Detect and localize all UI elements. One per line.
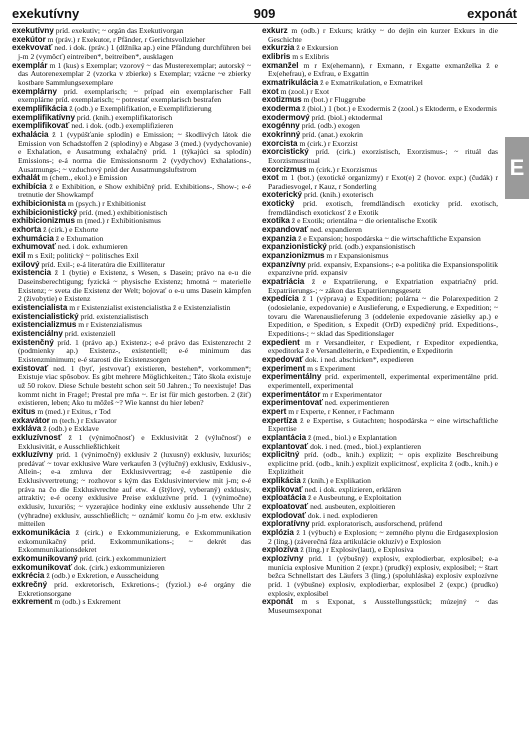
- entry-definition: príd. (cirk.) exorzistisch, Exorzismus-; ~ rituál das Exorzismusritual: [268, 147, 498, 165]
- entry-headword: exogénny: [262, 121, 300, 131]
- entry-definition: ž 1 (vypúšťanie splodín) e Emission; ~ škodlivých látok die Emission von Schadstoffen 2 (splodiny) e Abgase 3 (med.) (vydychovanie) e Exhalation, e Ausatmung exhalačný príd. 1 (týkajúci sa splodín) Emissions-; e-á norma die Emissionsnorm 2 (vydychov) Exhalations-, Ausatmungs-; ~ vzduchový prúd der Ausatmungsluftstrom: [18, 129, 251, 174]
- entry-definition: ž e Expatriierung, e Expatriation expatriačný príd. Expatriierungs-; ~ zákon das Expatriierungsgesetz: [268, 277, 498, 295]
- dictionary-entry: [262, 417, 498, 434]
- entry-headword: explantovať: [262, 441, 309, 451]
- entry-definition: príd. (odb.) exogen: [301, 121, 360, 131]
- entry-definition: príd. 1 (výbušný) explosiv, explodierbar, explosibel; e-a munícia explosive Munition 2 (expr.) (prudký) explosiv, explosibel; ~ štart bežca Schnellstart des Läufers 3 (ling.) (spoluhláska) explosiv explozívne príd. 1 (výbušne) explosiv, explodierbar, explosibel 2 (expr.) (prudko) explosiv, explosibel: [268, 554, 498, 598]
- dictionary-entry: [12, 598, 251, 607]
- entry-headword: exmanžel: [262, 60, 299, 70]
- entry-headword: exkláva: [12, 424, 42, 434]
- entry-definition: príd. 1 (právo ap.) Existenz-; e-é právo das Existenzrecht 2 (podmienky ap.) Existenz-, existentiell; e-é minimum das Existenzminimum; e-é starosti die Existenzsorgen: [18, 337, 251, 364]
- entry-headword: exhorta: [12, 225, 42, 235]
- entry-definition: dok. i ned. explodieren: [307, 510, 378, 520]
- page-header: [12, 6, 517, 22]
- header-rule: [12, 23, 517, 24]
- entry-headword: exemplifikatívny: [12, 112, 75, 122]
- dictionary-entry: [12, 339, 251, 365]
- entry-definition: ž (biol.) 1 (bot.) e Exodermis 2 (zool.) s Ektoderm, e Exodermis: [302, 103, 497, 113]
- entry-headword: exhibícia: [12, 181, 47, 191]
- entry-headword: exhibicionista: [12, 199, 66, 209]
- entry-definition: ž e Expertise, s Gutachten; hospodárska ~ eine wirtschaftliche Expertise: [268, 415, 498, 434]
- entry-definition: m (med.) r Exhibitionismus: [76, 216, 161, 226]
- entry-definition: príd. exotisch, fremdländisch exoticky príd. exotisch, fremdländisch exotickosť ž e Exotik: [268, 199, 498, 217]
- entry-headword: exotika: [262, 216, 290, 226]
- dictionary-entry: [262, 62, 498, 79]
- entry-headword: existenčný: [12, 337, 54, 347]
- entry-headword: exekutívny: [12, 27, 54, 35]
- left-column: [12, 27, 251, 746]
- entry-definition: príd. exkretorisch, Exkretions-; (fyziol.) e-é orgány die Exkretionsorgane: [18, 580, 251, 598]
- entry-definition: príd. expansiv, Expansions-; e-a politika die Expansionspolitik expanzívne príd. expansiv: [268, 259, 498, 278]
- entry-headword: exkomunikovať: [12, 562, 73, 572]
- entry-definition: m (cirk.) r Exorzist: [299, 138, 358, 148]
- entry-definition: príd. existenziell: [64, 328, 116, 338]
- entry-definition: ž (odb.) e Exklave: [43, 424, 99, 434]
- entry-headword: existencializmus: [12, 320, 77, 330]
- entry-headword: expanzionizmus: [262, 251, 325, 261]
- entry-definition: m (med.) r Exitus, r Tod: [37, 406, 111, 416]
- entry-headword: exitus: [12, 406, 36, 416]
- entry-definition: m r Existenzialismus: [78, 320, 142, 330]
- entry-headword: experimentovať: [262, 398, 324, 408]
- entry-headword: existencia: [12, 268, 52, 278]
- entry-headword: exokrinný: [262, 129, 301, 139]
- entry-definition: ned. i dok. (práv.) 1 (dlžníka ap.) eine Pfändung durchführen bei j-m 2 (vymôcť) eintreiben*, beitreiben*, ausklagen: [18, 43, 251, 61]
- entry-headword: exil: [12, 251, 26, 261]
- entry-headword: exkrement: [12, 597, 53, 607]
- entry-headword: exodermový: [262, 112, 310, 122]
- entry-definition: príd. 1 (výnimočný) exklusiv 2 (luxusný) exklusiv, luxuriös; predávať ~ tovar exklusive Ware verkaufen 3 (výlučný) exklusiv, Exklusiv-, Allein-; e-a zmluva der Exklusivvertrag; e-é zastúpenie die Exklusivvertretung; ~ rozhovor s kým das Exklusivinterview mit j-m; e-é práva na čo die Exklusivrechte auf etw. 4 (štýlový, vyberaný) exklusiv, attraktiv; e-é oceny exklusive Preise exkluzívne príd. 1 (výnimočne) exklusiv, luxuriös; ~ vyzerajúce hodinky eine exklusiv aussehende Uhr 2 (výhradne) exklusiv, ausschließlich; ~ oznámiť komu čo j-m etw. exklusiv mitteilen: [18, 450, 251, 529]
- entry-definition: ned. experimentieren: [324, 398, 390, 408]
- entry-headword: exhalát: [12, 173, 40, 183]
- entry-headword: explikácia: [262, 476, 301, 486]
- entry-headword: exkluzívnosť: [12, 432, 62, 442]
- dictionary-entry: [12, 62, 251, 88]
- entry-headword: explantácia: [262, 432, 307, 442]
- entry-definition: ž (knih.) e Explikation: [302, 476, 371, 486]
- entry-headword: expert: [262, 406, 287, 416]
- entry-headword: exoterický: [262, 190, 303, 200]
- entry-definition: príd. (biol.) ektodermal: [311, 112, 383, 122]
- entry-definition: príd. (odb., knih.) explizit; ~ opis explizite Beschreibung explicitne príd. (odb., knih.) explizit explicitnosť, explicita ž (odb., knih.) e Explizitheit: [268, 450, 498, 477]
- dictionary-entry: [262, 339, 498, 356]
- entry-definition: m r Versandleiter, r Expedient, r Expeditor expedientka, expeditorka ž e Versandleiterin, e Expedientin, e Expeditorin: [268, 337, 498, 356]
- header-last-headword: exponát: [467, 6, 517, 21]
- entry-definition: m s Exil; politický ~ politisches Exil: [27, 251, 139, 261]
- entry-definition: ž e Ausbeutung, e Exploitation: [308, 493, 402, 503]
- entry-definition: m 1 (bot.) (exotické organizmy) r Exot(e) 2 (hovor. expr.) (čudák) r Paradiesvogel, r Kauz, r Sonderling: [268, 173, 498, 191]
- entry-headword: exkluzívny: [12, 450, 53, 460]
- entry-definition: m (cirk.) r Exorzismus: [308, 164, 378, 174]
- entry-headword: exmatrikulácia: [262, 77, 319, 87]
- entry-definition: m r Experimentator: [322, 389, 382, 399]
- dictionary-entry: [12, 581, 251, 598]
- entry-headword: exkomunikácia: [12, 528, 71, 538]
- entry-definition: dok. (cirk.) exkommunizieren: [74, 562, 165, 572]
- entry-definition: príd. (anat.) exokrin: [302, 129, 363, 139]
- dictionary-entry: [262, 373, 498, 390]
- entry-headword: exekútor: [12, 34, 46, 44]
- entry-definition: m (odb.) s Exkrement: [54, 597, 121, 607]
- entry-headword: existenciálny: [12, 328, 63, 338]
- entry-definition: príd. (med.) exhibitionistisch: [79, 207, 168, 217]
- entry-definition: m s Experiment: [307, 363, 356, 373]
- entry-headword: exkrečný: [12, 580, 48, 589]
- entry-definition: dok. i ned. abschicken*, expedieren: [305, 354, 414, 364]
- entry-headword: exlibris: [262, 51, 291, 61]
- dictionary-entry: [12, 269, 251, 304]
- entry-headword: exploratívny: [262, 519, 310, 529]
- entry-headword: explozíva: [262, 545, 299, 555]
- entry-headword: explicitný: [262, 450, 300, 460]
- entry-definition: ž e Exmatrikulation, e Exmatrikel: [320, 77, 423, 87]
- dictionary-entry: [12, 44, 251, 61]
- dictionary-entry: [262, 529, 498, 546]
- entry-definition: ž 1 (výbuch) e Explosion; ~ zemného plynu die Erdgasexplosion 2 (ling.) (záverečná fáza artikulácie okluzív) e Explosion: [268, 528, 498, 546]
- entry-headword: exploatovať: [262, 502, 309, 512]
- dictionary-entry: [12, 88, 251, 105]
- entry-headword: explózia: [262, 528, 294, 538]
- dictionary-entry: [262, 451, 498, 477]
- thumb-index-tab[interactable]: E: [505, 137, 529, 199]
- entry-definition: ned. i dok. (odb.) exemplifizieren: [71, 121, 174, 131]
- entry-headword: experimentálny: [262, 372, 322, 382]
- entry-headword: expandovať: [262, 225, 309, 235]
- entry-definition: m (odb.) r Exkurs; krátky ~ do dejín ein kurzer Exkurs in die Geschichte: [268, 27, 498, 44]
- entry-definition: dok. i ned. (med., biol.) explantieren: [310, 441, 421, 451]
- entry-definition: ž e Exotik; orientálna ~ die orientalische Exotik: [291, 216, 437, 226]
- entry-definition: ž 1 (výprava) e Expedition; polárna ~ die Polarexpedition 2 (odosielanie, expedovanie) e Auslieferung, e Expedierung, e Expedition; ~ tovaru die Warenauslieferung 3 (oddelenie expedovanie zásielky ap.) e Expedition, e Spedition, s Expedit (OrD) expedičný príd. Expeditions-, Expeditions-; ~ sklad das Speditionslager: [268, 294, 498, 338]
- entry-definition: príd. (odb.) expansionistisch: [328, 242, 416, 252]
- entry-headword: exorcista: [262, 138, 298, 148]
- dictionary-entry: [262, 598, 498, 615]
- entry-headword: expatriácia: [262, 277, 305, 287]
- entry-definition: príd. exekutiv; ~ orgán das Exekutivorgan: [55, 27, 184, 35]
- entry-definition: ž (cirk.) e Exhorte: [43, 225, 99, 235]
- entry-headword: exhibicionizmus: [12, 216, 75, 226]
- dictionary-entry: [12, 183, 251, 200]
- entry-definition: m 1 (kus) s Exemplar; vzorový ~ das Musterexemplar; autorský ~ das Autorenexemplar 2 (vzorka v zbierke) s Exemplar; vzácne ~e zbierky kostbare Sammlungsexemplare: [18, 60, 251, 87]
- entry-headword: exekvovať: [12, 43, 53, 53]
- entry-headword: exorcizmus: [262, 164, 307, 174]
- entry-definition: ž 1 (bytie) e Existenz, s Wesen, s Dasein; právo na e-u die Daseinsberechtigung; fyzická ~ physische Existenz; hmotná ~ materielle Existenz; ~ sveta die Existenz der Welt; bojovať o e-u ums Dasein kämpfen 2 (živobytie) e Existenz: [18, 268, 251, 304]
- entry-headword: exot: [262, 173, 279, 183]
- entry-headword: explikovať: [262, 484, 303, 494]
- entry-headword: expertíza: [262, 415, 298, 425]
- entry-headword: exhalácia: [12, 129, 49, 139]
- entry-headword: exemplifikovať: [12, 121, 70, 131]
- dictionary-entry: [262, 27, 498, 44]
- entry-headword: exploatácia: [262, 493, 307, 503]
- entry-definition: príd. (knih.) exoterisch: [303, 190, 374, 200]
- entry-headword: exkavátor: [12, 415, 50, 425]
- entry-definition: m r Expansionismus: [326, 251, 389, 261]
- entry-headword: exkurz: [262, 27, 288, 35]
- right-column: [262, 27, 498, 746]
- entry-headword: existovať: [12, 363, 49, 373]
- entry-headword: expedient: [262, 337, 300, 347]
- entry-headword: exhibicionistický: [12, 207, 78, 217]
- entry-headword: explodovať: [262, 510, 306, 520]
- entry-headword: experiment: [262, 363, 306, 373]
- entry-definition: m s Exponat, s Ausstellungsstück; múzejný ~ das Museumsexponat: [268, 597, 498, 615]
- dictionary-entry: [12, 451, 251, 529]
- dictionary-entry: [12, 434, 251, 451]
- entry-definition: ž (med., biol.) e Explantation: [308, 432, 397, 442]
- dictionary-entry: [12, 365, 251, 408]
- entry-definition: príd. (knih.) exemplifikatorisch: [76, 112, 173, 122]
- entry-headword: expedícia: [262, 294, 299, 304]
- entry-headword: exponát: [262, 597, 294, 607]
- entry-definition: m r Existenzialist existencialistka ž e Existenzialistin: [69, 303, 231, 312]
- entry-definition: príd. exploratorisch, ausforschend, prüfend: [311, 519, 443, 529]
- entry-definition: ž (ling.) r Explosiv(laut), e Explosiva: [300, 545, 414, 555]
- entry-definition: príd. experimentell, experimental experimentálne príd. experimentell, experimental: [268, 372, 498, 390]
- entry-definition: m (psych.) r Exhibitionist: [67, 199, 146, 209]
- entry-headword: explozívny: [262, 554, 304, 564]
- entry-definition: ž (odb.) e Exemplifikation, e Exemplifizierung: [69, 103, 212, 113]
- entry-definition: ned. 1 (byť, jestvovať) existieren, bestehen*, vorkommen*; Existuje viac spôsobov. Es gibt mehrere Möglichkeiten.; Táto škola existuje už 50 rokov. Diese Schule besteht schon seit 50 Jahren.; To neexistuje! Das kommt nicht in Frage!; Prestal pre mňa ~. Er ist für mich gestorben. 2 (žiť) existieren, leben; Ako tu môžeš ~? Wie kannst du hier leben?: [18, 363, 251, 408]
- entry-definition: m (práv.) r Exekutor, r Pfänder, r Gerichtsvollzieher: [47, 34, 206, 44]
- entry-headword: exoderma: [262, 103, 301, 113]
- entry-headword: expanzionistický: [262, 242, 327, 252]
- entry-headword: exhumovať: [12, 242, 56, 252]
- entry-headword: exotizmus: [262, 95, 302, 105]
- dictionary-entry: [262, 148, 498, 165]
- entry-headword: existencialista: [12, 303, 68, 312]
- entry-headword: exemplifikácia: [12, 103, 68, 113]
- dictionary-entry: [262, 278, 498, 295]
- entry-definition: ned. expandieren: [310, 225, 362, 235]
- dictionary-entry: [262, 261, 498, 278]
- entry-definition: ned. i dok. explizieren, erklären: [304, 484, 402, 494]
- entry-headword: exhumácia: [12, 233, 54, 243]
- dictionary-entry: [12, 529, 251, 555]
- entry-definition: m (bot.) r Fluggrube: [303, 95, 366, 105]
- entry-headword: expedovať: [262, 354, 304, 364]
- entry-definition: príd. (cirk.) exkommuniziert: [79, 554, 167, 564]
- entry-headword: exkurzia: [262, 43, 295, 53]
- entry-definition: ž (cirk.) e Exkommunizierung, e Exkommunikation exkomunikačný príd. Exkommunikations-; ~ dekrét das Exkommunikationsdekret: [18, 528, 251, 555]
- dictionary-entry: [262, 555, 498, 598]
- entry-definition: m (zool.) r Exot: [280, 86, 330, 96]
- entry-definition: m s Exlibris: [292, 51, 329, 61]
- entry-headword: exkomunikovaný: [12, 554, 78, 564]
- entry-definition: ž e Exhibition, e Show exhibičný príd. Exhibitions-, Show-; e-é tretnutie der Showkampf: [18, 181, 251, 200]
- entry-definition: ned. i dok. exhumieren: [57, 242, 128, 252]
- entry-headword: existencialistický: [12, 311, 79, 321]
- entry-definition: ž e Expansion; hospodárska ~ die wirtschaftliche Expansion: [298, 233, 481, 243]
- entry-definition: m (tech.) r Exkavator: [51, 415, 117, 425]
- entry-definition: príd. exemplarisch; ~ prípad ein exemplarischer Fall exemplárne príd. exemplarisch; ~ potrestať exemplarisch bestrafen: [18, 86, 251, 105]
- page-number: 909: [253, 6, 276, 21]
- entry-definition: ned. ausbeuten, exploitieren: [310, 502, 396, 512]
- header-first-headword: exekutívny: [12, 6, 80, 21]
- entry-definition: ž (odb.) e Exkretion, e Ausscheidung: [46, 571, 159, 581]
- entry-headword: exkrécia: [12, 571, 45, 581]
- entry-definition: m (chem., ekol.) e Emission: [41, 173, 128, 183]
- entry-definition: m r Ex(ehemann), r Exmann, r Exgatte exmanželka ž e Ex(ehefrau), e Exfrau, e Exgattin: [268, 60, 498, 79]
- dictionary-entry: [12, 131, 251, 174]
- entry-headword: exemplár: [12, 60, 48, 70]
- dictionary-entry: [262, 200, 498, 217]
- entry-definition: príd. Exil-; e-á literatúra die Exilliteratur: [41, 259, 165, 269]
- entry-headword: experimentátor: [262, 389, 321, 399]
- entry-headword: exilový: [12, 259, 40, 269]
- entry-definition: príd. existenzialistisch: [80, 311, 149, 321]
- entry-headword: expanzia: [262, 233, 297, 243]
- entry-headword: exot: [262, 86, 279, 96]
- entry-headword: exemplárny: [12, 86, 57, 96]
- entry-definition: ž e Exkursion: [296, 43, 339, 53]
- entry-headword: exotický: [262, 199, 295, 209]
- dictionary-entry: [262, 295, 498, 338]
- dictionary-entry: [262, 174, 498, 191]
- entry-headword: exorcistický: [262, 147, 309, 157]
- entry-headword: expanzívny: [262, 259, 306, 269]
- entry-definition: m r Experte, r Kenner, r Fachmann: [288, 406, 395, 416]
- entry-definition: ž 1 (výnimočnosť) e Exklusivität 2 (výlučnosť) e Exklusivität, e Ausschließlichkeit: [18, 432, 251, 451]
- entry-definition: ž e Exhumation: [55, 233, 104, 243]
